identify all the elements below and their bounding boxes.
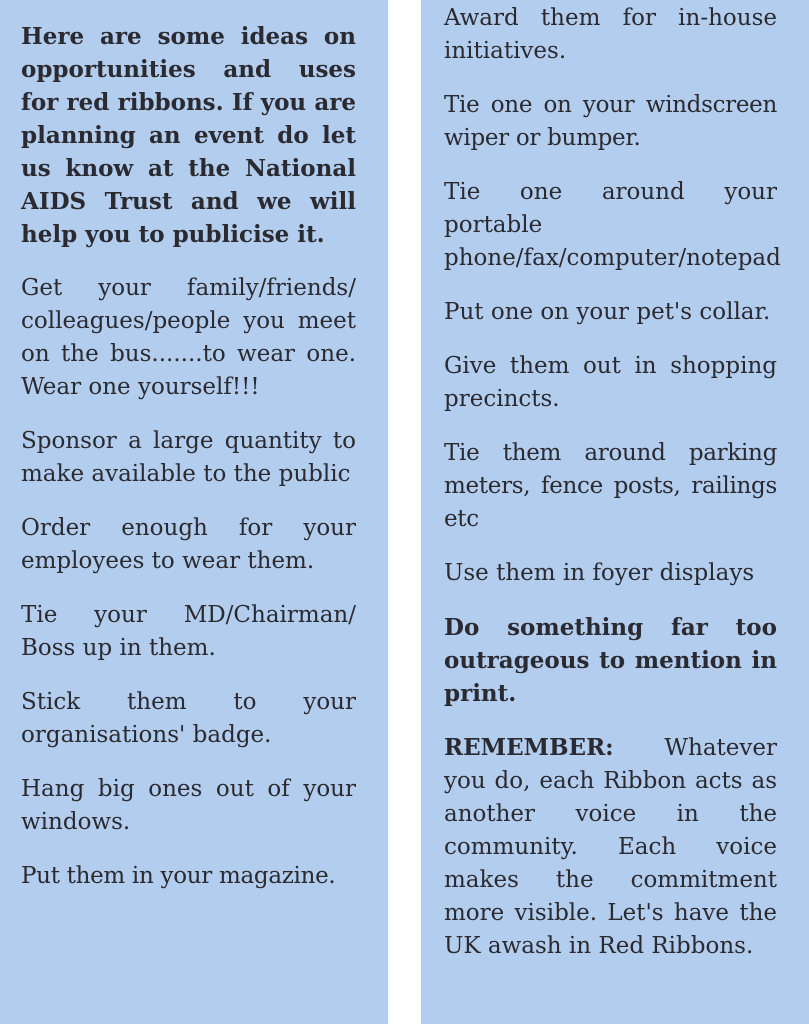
idea-parking: Tie them around parking meters, fence posts, railings etc: [444, 440, 777, 532]
idea-family-friends: Get your family/friends/ colleagues/people you meet on the bus.......to wear one. Wear one yourself!!!: [21, 275, 356, 400]
remember-label: REMEMBER:: [444, 734, 614, 761]
idea-outrageous: Do something far too outrageous to mention in print.: [444, 614, 777, 707]
remember-text: Whatever you do, each Ribbon acts as another voice in the community. Each voice makes the commitment more visible. Let's have the UK awash in Red Ribbons.: [444, 735, 777, 959]
left-column: [0, 0, 388, 1024]
idea-windscreen: Tie one on your windscreen wiper or bumper.: [444, 92, 777, 151]
idea-boss: Tie your MD/Chairman/ Boss up in them.: [21, 602, 356, 661]
idea-employees: Order enough for your employees to wear them.: [21, 515, 356, 574]
idea-magazine: Put them in your magazine.: [21, 863, 336, 889]
idea-pet: Put one on your pet's collar.: [444, 299, 771, 325]
idea-badge: Stick them to your organisations' badge.: [21, 689, 356, 748]
idea-award: Award them for in-house initiatives.: [444, 5, 777, 64]
idea-shopping: Give them out in shopping precincts.: [444, 353, 777, 412]
idea-windows: Hang big ones out of your windows.: [21, 776, 356, 835]
idea-sponsor: Sponsor a large quantity to make available to the public: [21, 428, 356, 487]
idea-phone: Tie one around your portable phone/fax/computer/notepad: [444, 179, 781, 271]
right-column: [421, 0, 809, 1024]
remember-paragraph: [444, 731, 777, 963]
idea-foyer: Use them in foyer displays: [444, 560, 755, 586]
intro-paragraph: Here are some ideas on opportunities and uses for red ribbons. If you are planning an event do let us know at the National AIDS Trust and we will help you to publicise it.: [21, 23, 356, 248]
